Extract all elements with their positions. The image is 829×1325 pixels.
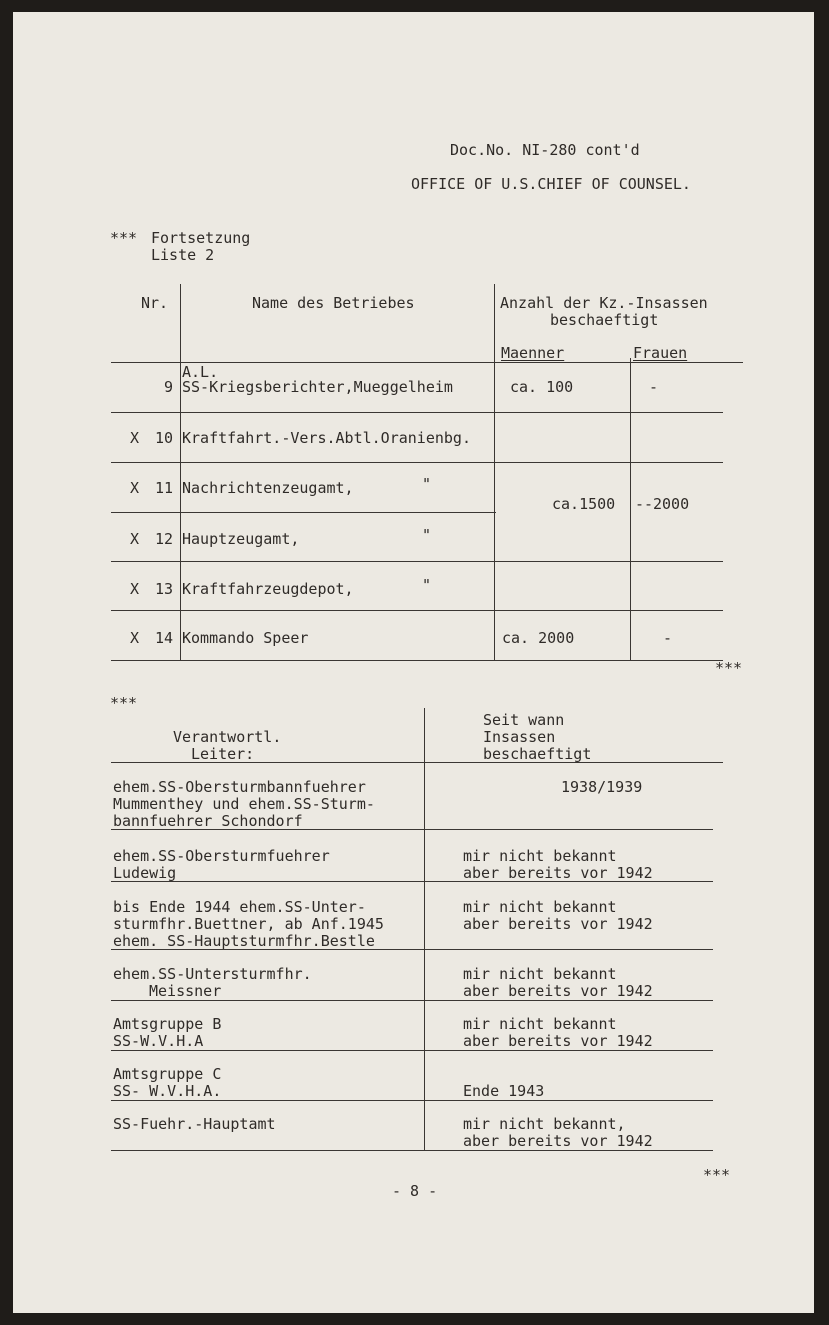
header-leader: Verantwortl. <box>173 728 282 746</box>
leader-line: SS-W.V.H.A <box>113 1032 204 1050</box>
since-value: mir nicht bekannt <box>463 965 617 983</box>
leader-line: Amtsgruppe B <box>113 1015 222 1033</box>
row-mark: X <box>130 530 140 548</box>
leader-line: sturmfhr.Buettner, ab Anf.1945 <box>113 915 384 933</box>
section-title: Fortsetzung <box>151 229 251 247</box>
group-women-count: 2000 <box>653 495 690 513</box>
header-count: Anzahl der Kz.-Insassen <box>500 294 708 312</box>
row-mark: X <box>130 479 140 497</box>
since-value: 1938/1939 <box>561 778 643 796</box>
leader-line: Ludewig <box>113 864 177 882</box>
table1-row-rule <box>111 610 723 611</box>
row-number: 12 <box>154 530 173 548</box>
company-name: SS-Kriegsberichter,Mueggelheim <box>182 378 453 396</box>
header-women: Frauen <box>633 344 688 362</box>
women-count: - <box>649 378 659 396</box>
group-dash: -- <box>635 495 654 513</box>
since-value: mir nicht bekannt <box>463 1015 617 1033</box>
company-name: Nachrichtenzeugamt, <box>182 479 354 497</box>
leader-line: bannfuehrer Schondorf <box>113 812 303 830</box>
header-leader-sub: Leiter: <box>191 745 255 763</box>
row-mark: X <box>130 580 140 598</box>
table2-row-rule <box>111 1050 713 1051</box>
since-value: aber bereits vor 1942 <box>463 1032 653 1050</box>
table2-stars: *** <box>110 694 138 712</box>
group-men-count: ca.1500 <box>552 495 616 513</box>
row-number: 14 <box>154 629 173 647</box>
company-name: Hauptzeugamt, <box>182 530 300 548</box>
header-men: Maenner <box>501 344 565 362</box>
since-value: aber bereits vor 1942 <box>463 982 653 1000</box>
header-nr: Nr. <box>141 294 169 312</box>
page-number: - 8 - <box>392 1182 438 1200</box>
row-number: 10 <box>154 429 173 447</box>
row-number: 11 <box>154 479 173 497</box>
leader-line: ehem.SS-Untersturmfhr. <box>113 965 312 983</box>
section-stars: *** <box>110 229 138 247</box>
men-count: ca. 100 <box>510 378 574 396</box>
table2-col-divider <box>424 708 425 1150</box>
table1-row-rule <box>111 561 723 562</box>
table2-header-rule <box>111 762 723 763</box>
company-name: Kraftfahrt.-Vers.Abtl.Oranienbg. <box>182 429 471 447</box>
header-since-sub2: beschaeftigt <box>483 745 592 763</box>
leader-line: SS- W.V.H.A. <box>113 1082 222 1100</box>
company-name: Kommando Speer <box>182 629 309 647</box>
leader-line: ehem.SS-Obersturmfuehrer <box>113 847 330 865</box>
leader-line: ehem. SS-Hauptsturmfhr.Bestle <box>113 932 375 950</box>
since-value: mir nicht bekannt <box>463 847 617 865</box>
header-count-sub: beschaeftigt <box>550 311 659 329</box>
leader-line: SS-Fuehr.-Hauptamt <box>113 1115 276 1133</box>
ditto-mark: " <box>422 475 432 493</box>
document-page <box>13 12 814 1313</box>
leader-line: Mummenthey und ehem.SS-Sturm- <box>113 795 375 813</box>
table2-end-stars: *** <box>703 1166 731 1184</box>
doc-number: Doc.No. NI-280 cont'd <box>450 141 640 159</box>
leader-line: Meissner <box>149 982 222 1000</box>
since-value: mir nicht bekannt, <box>463 1115 626 1133</box>
table1-bottom-rule <box>111 660 723 661</box>
table2-row-rule <box>111 1000 713 1001</box>
since-value: mir nicht bekannt <box>463 898 617 916</box>
men-count: ca. 2000 <box>502 629 575 647</box>
since-value: aber bereits vor 1942 <box>463 1132 653 1150</box>
table1-row-rule <box>111 462 723 463</box>
leader-line: ehem.SS-Obersturmbannfuehrer <box>113 778 366 796</box>
table2-bottom-rule <box>111 1150 713 1151</box>
ditto-mark: " <box>422 526 432 544</box>
table1-row-rule <box>111 412 723 413</box>
since-value: aber bereits vor 1942 <box>463 864 653 882</box>
header-since-sub: Insassen <box>483 728 556 746</box>
table1-end-stars: *** <box>715 659 743 677</box>
row-number: 13 <box>154 580 173 598</box>
leader-line: Amtsgruppe C <box>113 1065 222 1083</box>
row-note: A.L. <box>182 363 219 381</box>
since-value: aber bereits vor 1942 <box>463 915 653 933</box>
header-company-name: Name des Betriebes <box>252 294 415 312</box>
row-mark: X <box>130 429 140 447</box>
row-number: 9 <box>163 378 173 396</box>
table2-row-rule <box>111 1100 713 1101</box>
since-value: Ende 1943 <box>463 1082 545 1100</box>
office-title: OFFICE OF U.S.CHIEF OF COUNSEL. <box>411 175 691 193</box>
leader-line: bis Ende 1944 ehem.SS-Unter- <box>113 898 366 916</box>
table1-col-divider-name <box>494 284 495 660</box>
table1-row-rule <box>111 512 496 513</box>
ditto-mark: " <box>422 576 432 594</box>
section-subtitle: Liste 2 <box>151 246 215 264</box>
table1-col-divider-count <box>630 358 631 660</box>
row-mark: X <box>130 629 140 647</box>
company-name: Kraftfahrzeugdepot, <box>182 580 354 598</box>
women-count: - <box>663 629 673 647</box>
header-since: Seit wann <box>483 711 565 729</box>
table1-col-divider-nr <box>180 284 181 660</box>
